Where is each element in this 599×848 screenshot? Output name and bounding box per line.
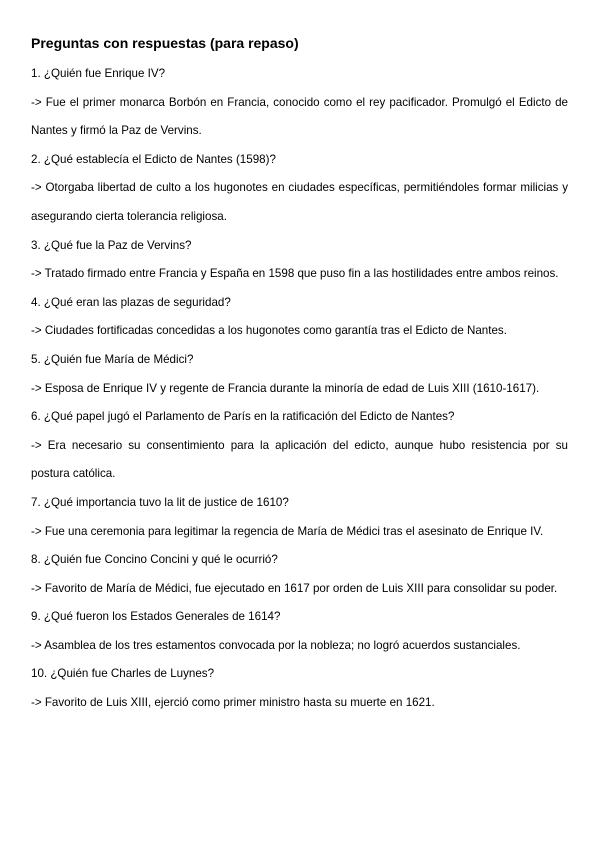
answer-10: -> Favorito de Luis XIII, ejerció como primer ministro hasta su muerte en 1621.	[31, 696, 435, 710]
qa-item-9	[31, 603, 568, 660]
question-7: 7. ¿Qué importancia tuvo la lit de justice de 1610?	[31, 495, 289, 509]
qa-item-4	[31, 289, 568, 346]
question-10: 10. ¿Quién fue Charles de Luynes?	[31, 667, 215, 681]
qa-item-2	[31, 146, 568, 232]
answer-5: -> Esposa de Enrique IV y regente de Francia durante la minoría de edad de Luis XIII (1610-1617).	[31, 381, 540, 395]
answer-8: -> Favorito de María de Médici, fue ejecutado en 1617 por orden de Luis XIII para consolidar su poder.	[31, 581, 558, 595]
answer-1: -> Fue el primer monarca Borbón en Francia, conocido como el rey pacificador. Promulgó el Edicto de Nantes y firmó la Paz de Vervins.	[31, 95, 568, 138]
answer-6: -> Era necesario su consentimiento para la aplicación del edicto, aunque hubo resistencia por su postura católica.	[31, 438, 568, 481]
answer-3: -> Tratado firmado entre Francia y España en 1598 que puso fin a las hostilidades entre ambos reinos.	[31, 267, 559, 281]
question-5: 5. ¿Quién fue María de Médici?	[31, 352, 194, 366]
answer-7: -> Fue una ceremonia para legitimar la regencia de María de Médici tras el asesinato de Enrique IV.	[31, 524, 544, 538]
answer-2: -> Otorgaba libertad de culto a los hugonotes en ciudades específicas, permitiéndoles formar milicias y asegurando cierta tolerancia religiosa.	[31, 181, 568, 223]
qa-item-8	[31, 546, 568, 603]
question-4: 4. ¿Qué eran las plazas de seguridad?	[31, 295, 231, 309]
question-6: 6. ¿Qué papel jugó el Parlamento de París en la ratificación del Edicto de Nantes?	[31, 410, 455, 424]
question-3: 3. ¿Qué fue la Paz de Vervins?	[31, 238, 192, 252]
qa-item-1	[31, 60, 568, 146]
answer-4: -> Ciudades fortificadas concedidas a los hugonotes como garantía tras el Edicto de Nantes.	[31, 324, 507, 338]
document-title: Preguntas con respuestas (para repaso)	[31, 35, 299, 51]
answer-9: -> Asamblea de los tres estamentos convocada por la nobleza; no logró acuerdos sustanciales.	[31, 638, 521, 652]
qa-item-7	[31, 489, 568, 546]
document-page	[31, 31, 568, 718]
qa-item-3	[31, 232, 568, 289]
qa-item-10	[31, 660, 568, 717]
question-1: 1. ¿Quién fue Enrique IV?	[31, 67, 166, 80]
question-8: 8. ¿Quién fue Concino Concini y qué le ocurrió?	[31, 553, 278, 567]
qa-item-6	[31, 403, 568, 489]
qa-item-5	[31, 346, 568, 403]
question-9: 9. ¿Qué fueron los Estados Generales de 1614?	[31, 610, 281, 624]
question-2: 2. ¿Qué establecía el Edicto de Nantes (1598)?	[31, 152, 276, 166]
